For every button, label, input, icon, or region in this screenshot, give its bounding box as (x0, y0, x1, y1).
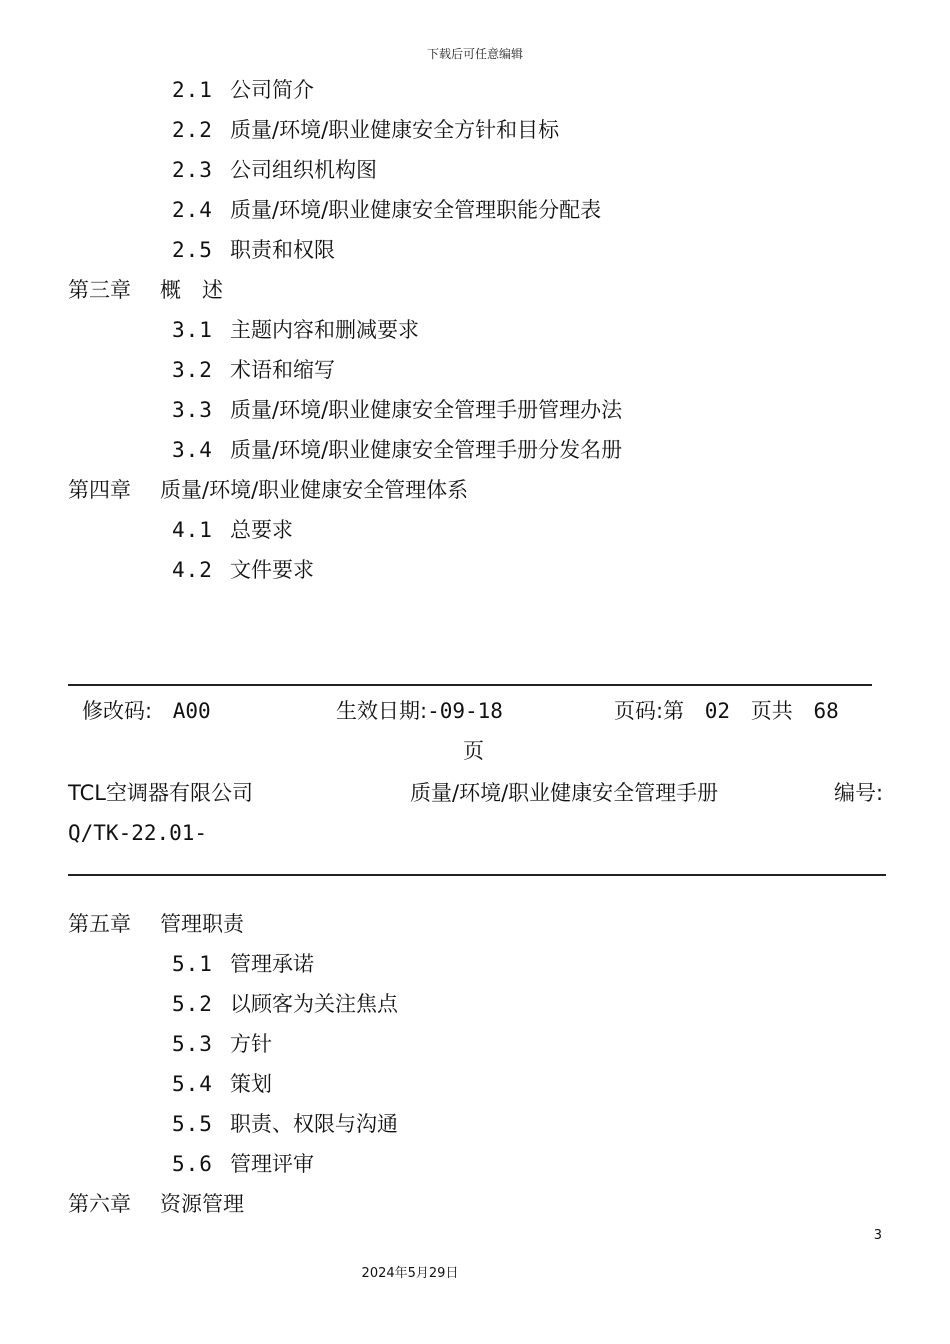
footer-divider (68, 684, 872, 686)
chapter-title: 资源管理 (160, 1192, 244, 1216)
toc-num: 2.5 (172, 238, 213, 262)
toc-chapter-3[interactable] (68, 276, 223, 304)
toc-num: 5.2 (172, 992, 213, 1016)
toc-num: 5.5 (172, 1112, 213, 1136)
toc-num: 5.3 (172, 1032, 213, 1056)
revision-info (82, 697, 211, 725)
effective-date-label: 生效日期: (336, 699, 428, 723)
toc-item-2-1[interactable] (172, 76, 314, 104)
page-suffix: 页 (463, 739, 484, 763)
toc-item-4-2[interactable] (172, 556, 314, 584)
toc-num: 3.1 (172, 318, 213, 342)
toc-title: 方针 (230, 1032, 272, 1056)
toc-title: 公司简介 (230, 78, 314, 102)
toc-title: 总要求 (230, 518, 293, 542)
toc-title: 公司组织机构图 (230, 158, 377, 182)
toc-title: 术语和缩写 (230, 358, 335, 382)
company-name: TCL空调器有限公司 (68, 781, 253, 805)
toc-item-2-2[interactable] (172, 116, 559, 144)
chapter-title: 管理职责 (160, 912, 244, 936)
chapter-label: 第三章 (68, 278, 131, 302)
chapter-title: 概 述 (160, 278, 223, 302)
code-label: 编号: (834, 781, 884, 805)
toc-item-4-1[interactable] (172, 516, 293, 544)
toc-item-5-3[interactable] (172, 1030, 272, 1058)
page-info (614, 697, 839, 725)
toc-title: 策划 (230, 1072, 272, 1096)
toc-item-5-4[interactable] (172, 1070, 272, 1098)
toc-item-2-4[interactable] (172, 196, 601, 224)
toc-num: 2.3 (172, 158, 213, 182)
toc-title: 主题内容和删减要求 (230, 318, 419, 342)
revision-label: 修改码: (82, 699, 153, 723)
download-note: 下载后可任意编辑 (426, 47, 523, 61)
toc-num: 3.4 (172, 438, 213, 462)
toc-item-2-3[interactable] (172, 156, 377, 184)
toc-num: 2.4 (172, 198, 213, 222)
date-footer: 2024年5月29日 (361, 1266, 459, 1281)
toc-item-5-1[interactable] (172, 950, 314, 978)
toc-num: 5.1 (172, 952, 213, 976)
toc-item-5-2[interactable] (172, 990, 398, 1018)
toc-num: 4.2 (172, 558, 213, 582)
toc-title: 质量/环境/职业健康安全管理手册分发名册 (230, 438, 623, 462)
toc-title: 质量/环境/职业健康安全管理手册管理办法 (230, 398, 623, 422)
toc-chapter-6[interactable] (68, 1190, 244, 1218)
header-divider (68, 874, 886, 876)
toc-num: 3.2 (172, 358, 213, 382)
toc-num: 5.6 (172, 1152, 213, 1176)
revision-value: A00 (172, 699, 211, 723)
toc-num: 3.3 (172, 398, 213, 422)
chapter-label: 第六章 (68, 1192, 131, 1216)
effective-date-value: -09-18 (427, 699, 503, 723)
page-number: 3 (873, 1228, 882, 1243)
chapter-label: 第五章 (68, 912, 131, 936)
toc-title: 质量/环境/职业健康安全方针和目标 (230, 118, 560, 142)
toc-item-3-4[interactable] (172, 436, 622, 464)
page-total-value: 68 (813, 699, 839, 723)
effective-date-info (336, 697, 503, 725)
chapter-title: 质量/环境/职业健康安全管理体系 (160, 478, 469, 502)
page-label: 页码:第 (614, 699, 685, 723)
toc-title: 以顾客为关注焦点 (230, 992, 398, 1016)
toc-num: 4.1 (172, 518, 213, 542)
toc-title: 文件要求 (230, 558, 314, 582)
toc-item-3-1[interactable] (172, 316, 419, 344)
toc-item-3-3[interactable] (172, 396, 622, 424)
toc-title: 管理评审 (230, 1152, 314, 1176)
toc-item-3-2[interactable] (172, 356, 335, 384)
toc-title: 职责、权限与沟通 (230, 1112, 398, 1136)
toc-item-5-6[interactable] (172, 1150, 314, 1178)
toc-title: 质量/环境/职业健康安全管理职能分配表 (230, 198, 602, 222)
toc-title: 管理承诺 (230, 952, 314, 976)
toc-item-5-5[interactable] (172, 1110, 398, 1138)
toc-chapter-4[interactable] (68, 476, 468, 504)
toc-num: 5.4 (172, 1072, 213, 1096)
chapter-label: 第四章 (68, 478, 131, 502)
page-total-label: 页共 (750, 699, 793, 723)
manual-title: 质量/环境/职业健康安全管理手册 (410, 781, 719, 805)
toc-item-2-5[interactable] (172, 236, 335, 264)
page-value: 02 (704, 699, 731, 723)
toc-chapter-5[interactable] (68, 910, 244, 938)
code-value: Q/TK-22.01- (68, 821, 208, 845)
toc-num: 2.2 (172, 118, 213, 142)
toc-num: 2.1 (172, 78, 213, 102)
toc-title: 职责和权限 (230, 238, 335, 262)
